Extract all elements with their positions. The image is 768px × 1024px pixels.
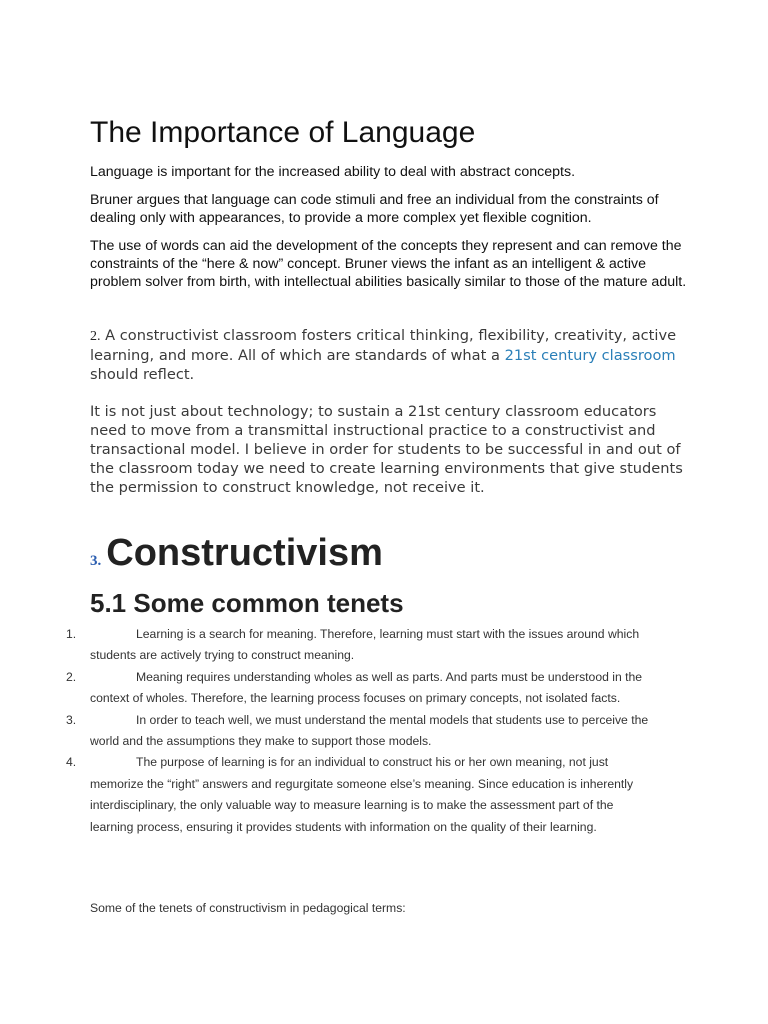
- list-item: [0, 752, 700, 838]
- list-item-text: In order to teach well, we must understand the mental models that students use to perceive the world and the assumptions they make to support those models.: [90, 712, 649, 749]
- section-2-paragraph: [90, 326, 690, 384]
- list-item-number: 1.: [66, 627, 77, 641]
- subheading-common-tenets: 5.1 Some common tenets: [90, 588, 404, 618]
- section-2-text-end: should reflect.: [90, 366, 195, 383]
- list-item-text: Meaning requires understanding wholes as well as parts. And parts must be understood in the context of wholes. Therefore, the learning process focuses on primary concepts, not isolated facts.: [90, 669, 643, 706]
- tenets-list: [0, 624, 700, 838]
- list-item: [0, 710, 700, 753]
- list-item-text: Learning is a search for meaning. Therefore, learning must start with the issues around which students are actively trying to construct meaning.: [90, 627, 640, 663]
- paragraph-words-concepts: The use of words can aid the development of the concepts they represent and can remove the constraints of the “here & now” concept. Bruner views the infant as an intelligent & active problem solver from birth, with intellectual abilities basically similar to those of the mature adult.: [90, 238, 687, 290]
- list-item: [0, 624, 700, 667]
- list-item-number: 3.: [66, 712, 77, 727]
- 21st-century-classroom-link[interactable]: 21st century classroom: [504, 347, 676, 364]
- list-item-text: The purpose of learning is for an individual to construct his or her own meaning, not just memorize the “right” answers and regurgitate someone else’s meaning. Since education is inherently interdisciplinary, the only valuable way to measure learning is to make the assessment part of the learning process, ensuring it provides students with information on the quality of their learning.: [90, 755, 634, 834]
- section-2-number: 2.: [90, 329, 101, 344]
- list-item-number: 2.: [66, 669, 77, 684]
- list-item: [0, 667, 700, 710]
- section-3-title: Constructivism: [106, 532, 383, 574]
- page-title: The Importance of Language: [90, 116, 476, 149]
- closing-paragraph: Some of the tenets of constructivism in pedagogical terms:: [90, 901, 406, 915]
- paragraph-language-abstract: Language is important for the increased ability to deal with abstract concepts.: [90, 164, 576, 180]
- list-item-number: 4.: [66, 755, 77, 770]
- section-2-text: A constructivist classroom fosters critical thinking, flexibility, creativity, active learning, and more. All of which are standards of what a: [90, 327, 677, 364]
- paragraph-technology: It is not just about technology; to sustain a 21st century classroom educators need to move from a transmittal instructional practice to a constructivist and transactional model. I believe in order for students to be successful in and out of the classroom today we need to create learning environments that give students the permission to construct knowledge, not receive it.: [90, 403, 683, 496]
- section-3-heading: [90, 532, 383, 575]
- section-3-number: 3.: [90, 553, 102, 569]
- paragraph-bruner-coding: Bruner argues that language can code stimuli and free an individual from the constraints of dealing only with appearances, to provide a more complex yet flexible cognition.: [90, 192, 659, 226]
